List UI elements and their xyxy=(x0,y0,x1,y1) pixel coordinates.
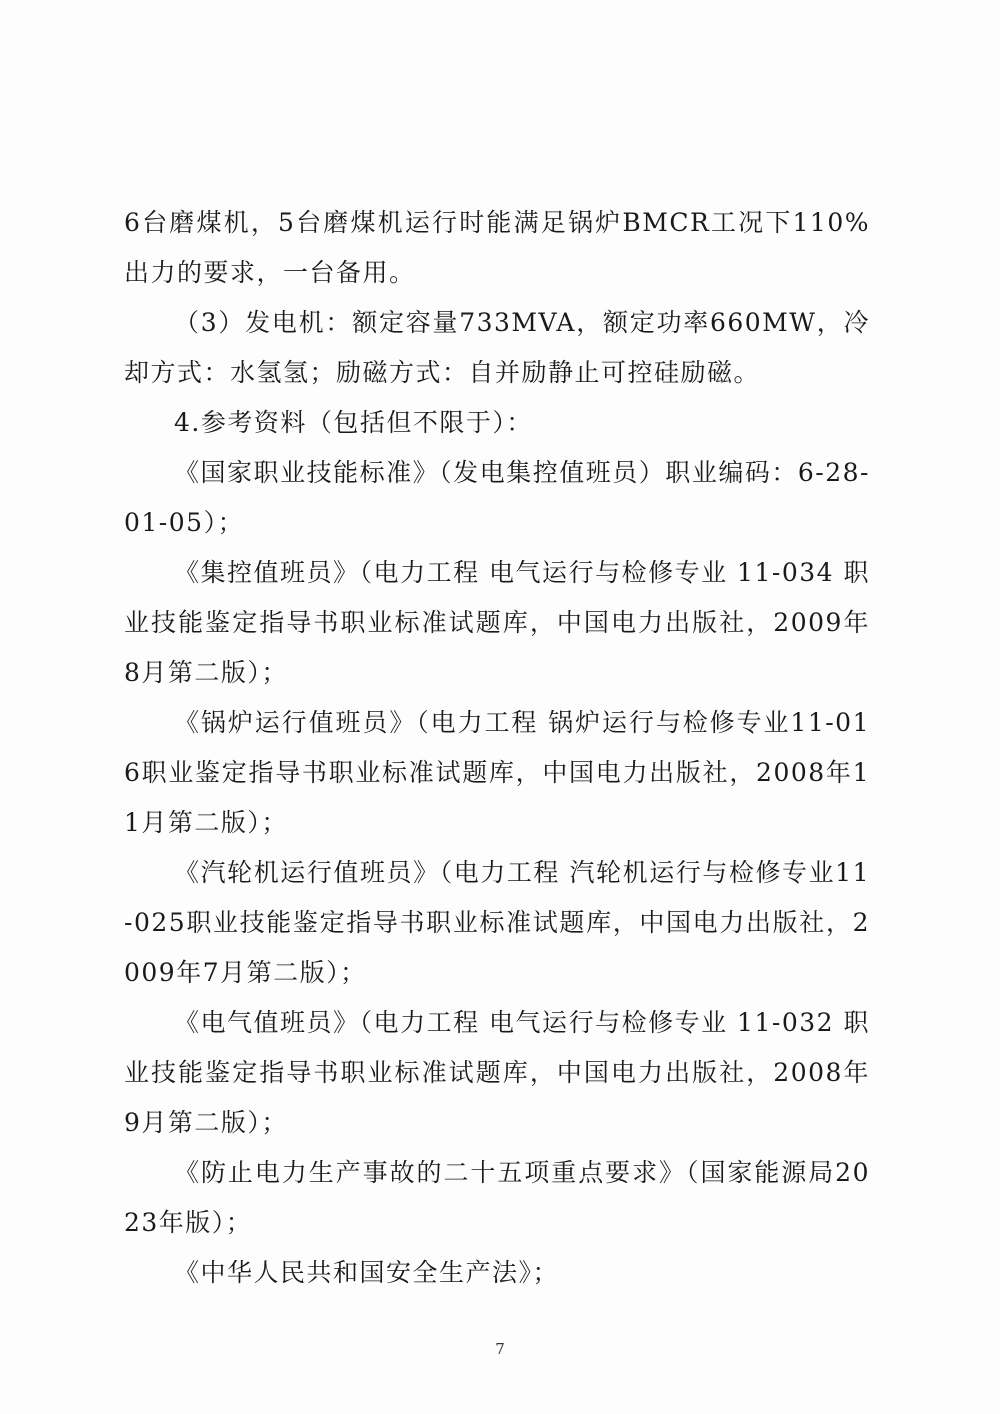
reference-item-national-standard: 《国家职业技能标准》（发电集控值班员）职业编码：6-28-01-05）； xyxy=(124,458,870,537)
reference-item-accident-prevention: 《防止电力生产事故的二十五项重点要求》（国家能源局2023年版）； xyxy=(124,1158,870,1237)
paragraph-generator-specs: （3）发电机：额定容量733MVA，额定功率660MW，冷却方式：水氢氢；励磁方式：自并励静止可控硅励磁。 xyxy=(124,308,870,387)
page-number: 7 xyxy=(495,1340,505,1358)
reference-item-boiler-operation: 《锅炉运行值班员》（电力工程 锅炉运行与检修专业11-016职业鉴定指导书职业标准试题库，中国电力出版社，2008年11月第二版）； xyxy=(124,708,870,837)
reference-item-safety-law: 《中华人民共和国安全生产法》； xyxy=(174,1258,560,1287)
reference-item-electrical-duty: 《电气值班员》（电力工程 电气运行与检修专业 11-032 职业技能鉴定指导书职业标准试题库，中国电力出版社，2008年9月第二版）； xyxy=(124,1008,870,1137)
reference-item-centralized-control: 《集控值班员》（电力工程 电气运行与检修专业 11-034 职业技能鉴定指导书职业标准试题库，中国电力出版社，2009年8月第二版）； xyxy=(124,558,870,687)
paragraph-references-heading: 4.参考资料（包括但不限于）： xyxy=(174,408,533,437)
paragraph-mill-config: 6台磨煤机，5台磨煤机运行时能满足锅炉BMCR工况下110%出力的要求，一台备用。 xyxy=(124,208,870,287)
document-body xyxy=(124,198,870,1298)
reference-item-turbine-operation: 《汽轮机运行值班员》（电力工程 汽轮机运行与检修专业11-025职业技能鉴定指导书职业标准试题库，中国电力出版社，2009年7月第二版）； xyxy=(124,858,870,987)
